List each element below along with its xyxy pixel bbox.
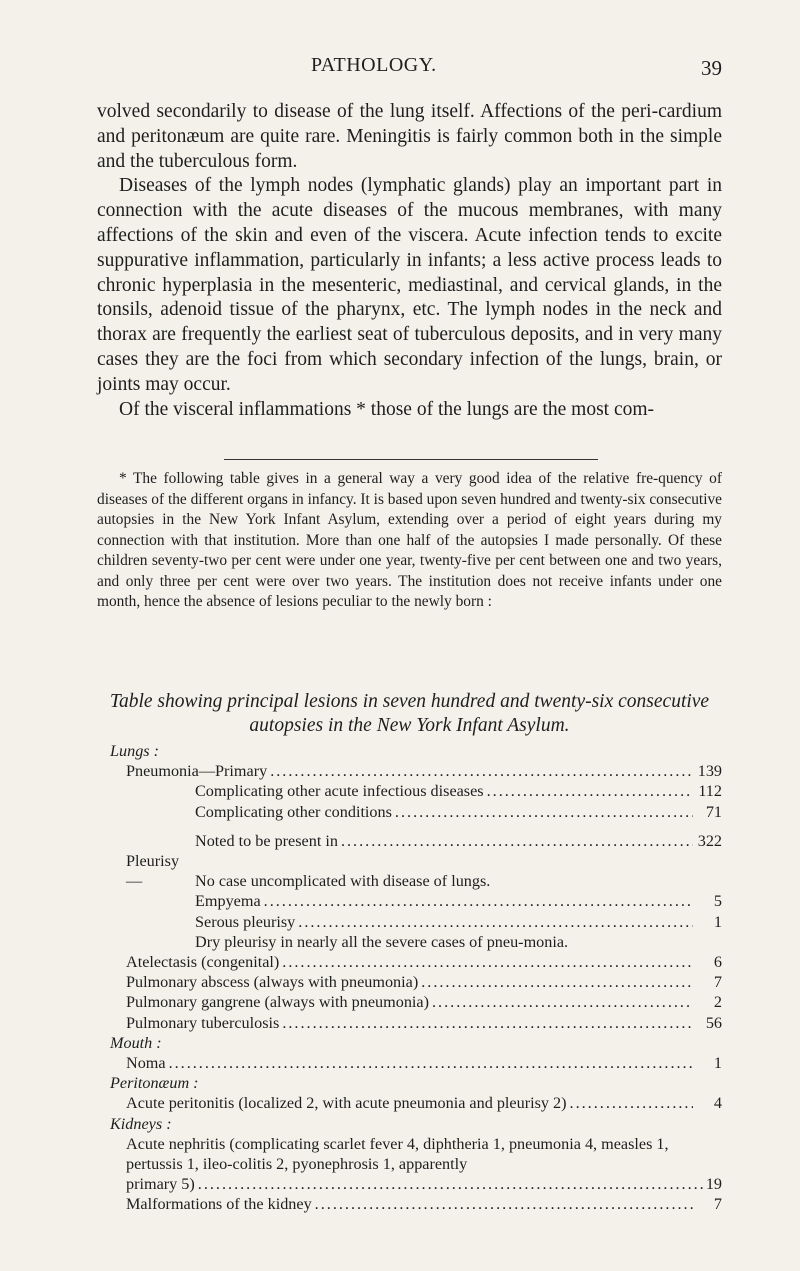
- section-heading-kidneys: Kidneys :: [110, 1114, 172, 1133]
- row-value: 71: [705, 802, 722, 821]
- row-label: Malformations of the kidney: [126, 1195, 312, 1214]
- leader-dots: [264, 891, 693, 911]
- paragraph: volved secondarily to disease of the lung itself. Affections of the peri-cardium and peritonæum are quite rare. Meningitis is fairly common both in the simple and the tuberculous form.: [97, 101, 722, 172]
- row-label: Atelectasis (congenital): [126, 953, 280, 972]
- row-label: Pneumonia—Primary: [126, 762, 268, 781]
- table-row: [97, 992, 722, 1012]
- leader-dots: [341, 831, 693, 851]
- row-label: Noma: [126, 1054, 166, 1073]
- leader-dots: [198, 1174, 703, 1194]
- table-row: [97, 972, 722, 992]
- table-row: [97, 1013, 722, 1033]
- paragraph: Diseases of the lymph nodes (lymphatic glands) play an important part in connection with the acute diseases of the mucous membranes, with many affections of the skin and even of the viscera. Acute infection tends to excite suppurative inflammation, particularly in infants; a less active process leads to chronic hyperplasia in the mesenteric, mediastinal, and cervical glands, in the tonsils, adenoid tissue of the pharynx, etc. The lymph nodes in the neck and thorax are frequently the earliest seat of tuberculous deposits, and in very many cases they are the foci from which secondary infection of the lungs, brain, or joints may occur.: [97, 175, 722, 395]
- row-label: Pulmonary tuberculosis: [126, 1013, 280, 1032]
- row-value: 112: [698, 782, 722, 801]
- row-value: 1: [713, 1054, 722, 1073]
- leader-dots: [395, 802, 693, 822]
- table-row: [97, 952, 722, 972]
- paragraph: Of the visceral inflammations * those of the lungs are the most com-: [119, 398, 655, 420]
- row-value: 7: [713, 1195, 722, 1214]
- leader-dots: [298, 912, 693, 932]
- body-text: [97, 100, 722, 422]
- table-row: [97, 891, 722, 911]
- leader-dots: [487, 781, 693, 801]
- row-value: 6: [713, 953, 722, 972]
- section-heading-lungs: Lungs :: [110, 742, 160, 760]
- row-value: 2: [713, 993, 722, 1012]
- row-value: 7: [713, 973, 722, 992]
- row-label: Complicating other acute infectious diseases: [195, 782, 484, 801]
- row-value: 4: [713, 1094, 722, 1113]
- page-header: [0, 54, 800, 84]
- row-label: Complicating other conditions: [195, 802, 392, 821]
- row-label: Pulmonary gangrene (always with pneumonia): [126, 993, 429, 1012]
- row-value: 139: [697, 762, 722, 781]
- table-row: [97, 1194, 722, 1214]
- leader-dots: [282, 952, 693, 972]
- row-value: 1: [713, 912, 722, 931]
- table-row: [97, 1134, 722, 1195]
- row-value: 5: [713, 892, 722, 911]
- row-label: Acute nephritis (complicating scarlet fever 4, diphtheria 1, pneumonia 4, measles 1, pertussis 1, ileo-colitis 2, pyonephrosis 1, apparently: [126, 1134, 669, 1174]
- row-label: Noted to be present in: [195, 831, 338, 850]
- leader-dots: [570, 1093, 693, 1113]
- table-row: Dry pleurisy in nearly all the severe cases of pneu-monia.: [195, 932, 569, 951]
- table-row: [97, 1093, 722, 1113]
- table-row: [97, 781, 722, 801]
- row-label: Empyema: [195, 892, 261, 911]
- table-row: [97, 802, 722, 822]
- table-row: [97, 851, 722, 891]
- footnote: * The following table gives in a general way a very good idea of the relative fre-quency of diseases of the different organs in infancy. It is based upon seven hundred and twenty-six consecutive autopsies in the New York Infant Asylum, extending over a period of eight years during my connection with that institution. More than one half of the autopsies I made personally. Of these children seventy-two per cent were under one year, twenty-five per cent between one and two years, and only three per cent were over two years. The institution does not receive infants under one month, hence the absence of lesions peculiar to the newly born :: [97, 470, 723, 610]
- table-row: [97, 761, 722, 781]
- row-continuation: [126, 1174, 722, 1194]
- row-value: 322: [697, 831, 722, 850]
- leader-dots: [270, 761, 693, 781]
- page-number: 39: [701, 56, 722, 80]
- leader-dots: [421, 972, 693, 992]
- lesions-table: [97, 741, 722, 1215]
- table-title: Table showing principal lesions in seven hundred and twenty-six consecutive autopsies in the New York Infant Asylum.: [109, 691, 710, 736]
- row-value: 19: [705, 1175, 722, 1194]
- row-label: Pulmonary abscess (always with pneumonia): [126, 973, 419, 992]
- leader-dots: [432, 992, 693, 1012]
- footnote-rule: [224, 459, 598, 460]
- row-label: Acute peritonitis (localized 2, with acute pneumonia and pleurisy 2): [126, 1094, 567, 1113]
- leader-dots: [315, 1194, 693, 1214]
- section-heading-mouth: Mouth :: [110, 1033, 162, 1052]
- table-row: [97, 1053, 722, 1073]
- pleurisy-prefix: Pleurisy—: [126, 852, 180, 891]
- row-value: 56: [705, 1013, 722, 1032]
- section-heading-peritonaeum: Peritonæum :: [110, 1074, 199, 1093]
- table-row: [97, 831, 722, 851]
- row-label: primary 5): [126, 1175, 195, 1194]
- table-row: [97, 912, 722, 932]
- row-label: Serous pleurisy: [195, 912, 296, 931]
- leader-dots: [169, 1053, 693, 1073]
- running-head: PATHOLOGY.: [311, 54, 437, 76]
- leader-dots: [282, 1013, 693, 1033]
- row-label: No case uncomplicated with disease of lungs.: [195, 872, 491, 891]
